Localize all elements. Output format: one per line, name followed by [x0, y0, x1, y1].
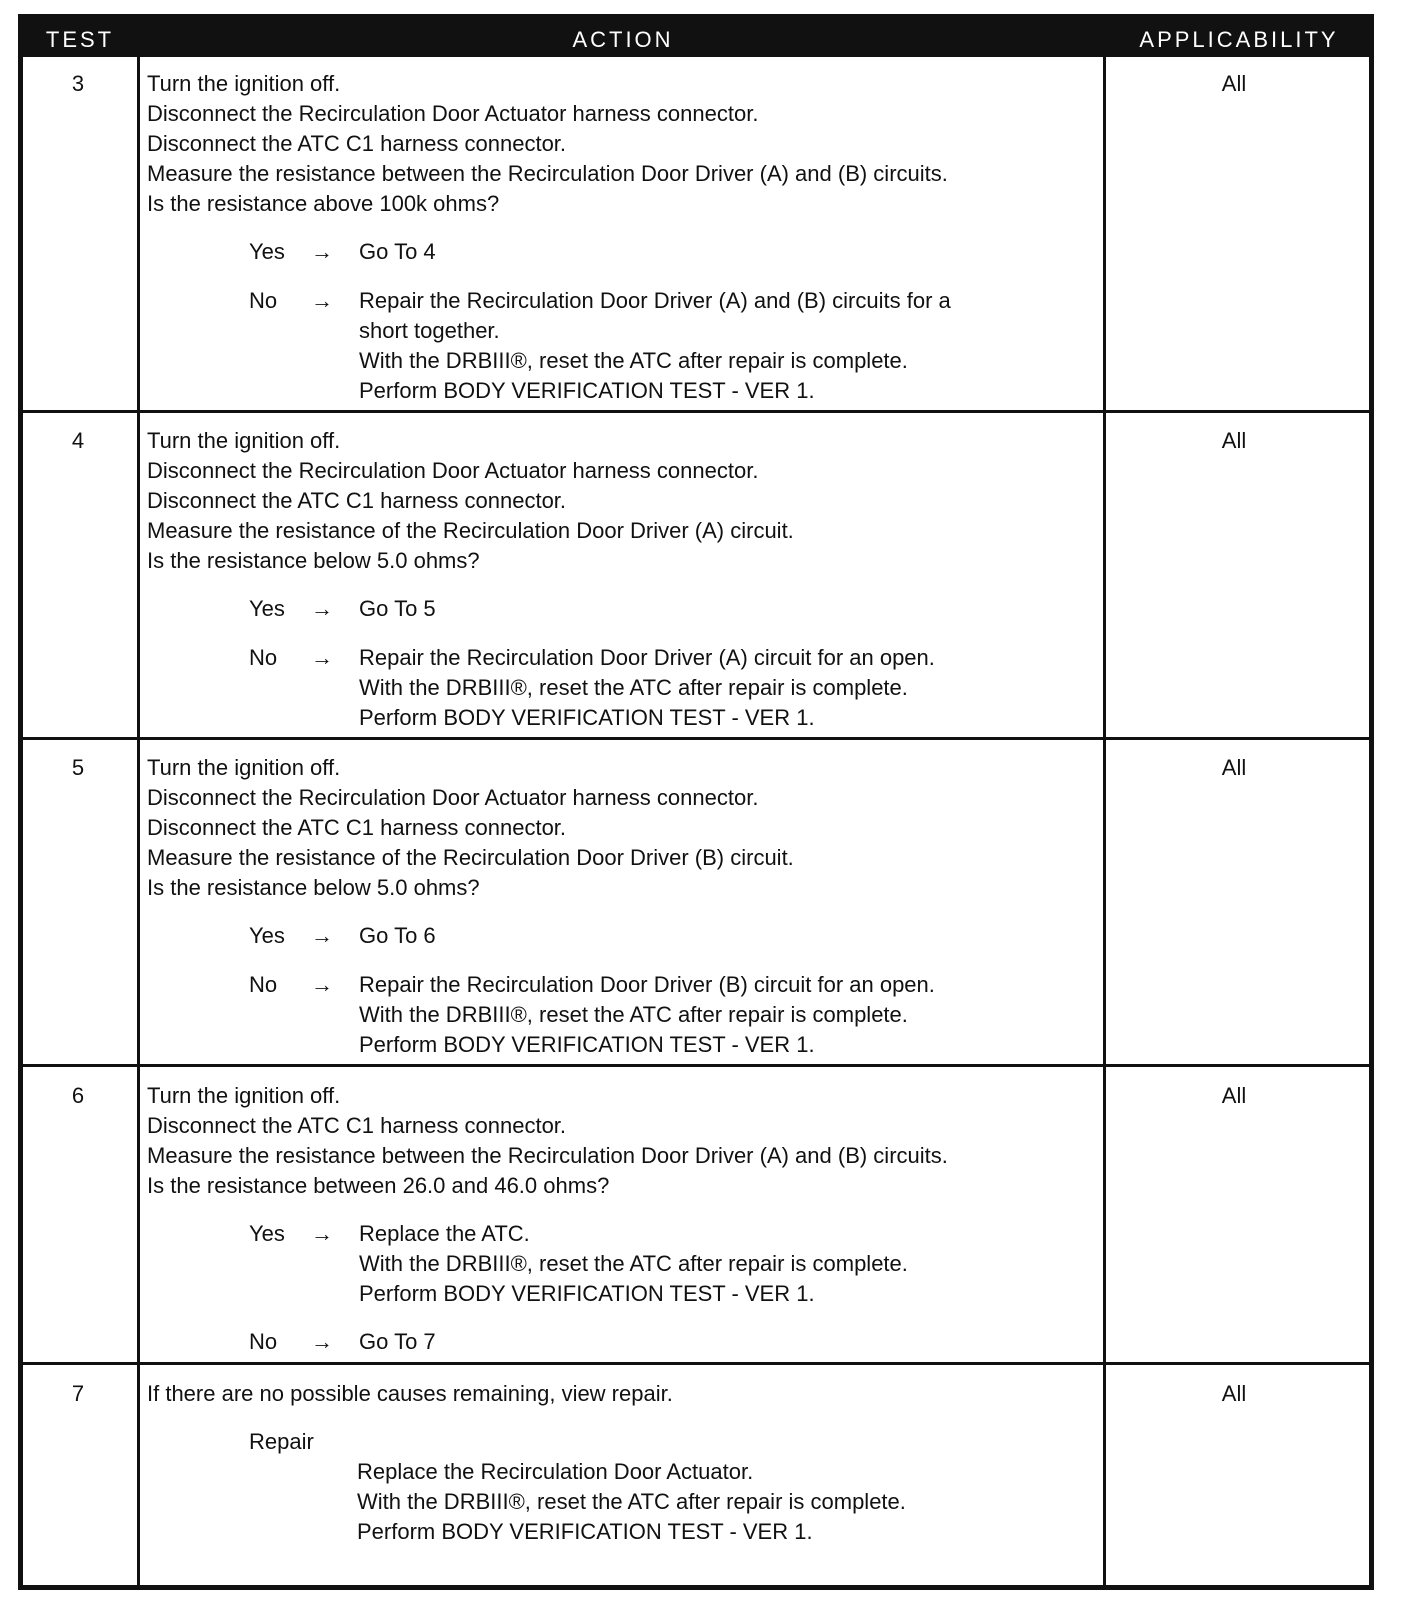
- diagnostic-test-table: [18, 14, 1374, 1590]
- yes-label: Yes: [249, 239, 285, 264]
- action-line: Turn the ignition off.: [147, 71, 341, 96]
- action-steps: [147, 426, 794, 576]
- action-steps: [147, 69, 948, 219]
- applicability-value: All: [1221, 1083, 1247, 1108]
- arrow-icon: →: [311, 1329, 333, 1354]
- no-result: Go To 7: [359, 1329, 436, 1354]
- action-line: Turn the ignition off.: [147, 428, 341, 453]
- action-line: Disconnect the ATC C1 harness connector.: [147, 815, 567, 840]
- column-divider: [137, 57, 140, 1585]
- test-number: 7: [71, 1381, 85, 1406]
- action-line: Turn the ignition off.: [147, 1083, 341, 1108]
- no-result: Repair the Recirculation Door Driver (A) and (B) circuits for a short together. With the DRBIII®, reset the ATC after repair is complete. Perform BODY VERIFICATION TEST - VER 1.: [359, 288, 951, 403]
- yes-label: Yes: [249, 923, 285, 948]
- arrow-icon: →: [311, 239, 333, 264]
- arrow-icon: →: [311, 1221, 333, 1246]
- action-line: Disconnect the ATC C1 harness connector.: [147, 488, 567, 513]
- test-number: 5: [71, 755, 85, 780]
- arrow-icon: →: [311, 923, 333, 948]
- action-line: Disconnect the ATC C1 harness connector.: [147, 131, 567, 156]
- no-result: Repair the Recirculation Door Driver (A) circuit for an open. With the DRBIII®, reset the ATC after repair is complete. Perform BODY VERIFICATION TEST - VER 1.: [359, 645, 935, 730]
- test-number: 3: [71, 71, 85, 96]
- applicability-value: All: [1221, 1381, 1247, 1406]
- action-steps: [147, 1379, 673, 1409]
- row-divider: [23, 1362, 1369, 1365]
- applicability-value: All: [1221, 755, 1247, 780]
- arrow-icon: →: [311, 972, 333, 997]
- action-line: Disconnect the Recirculation Door Actuator harness connector.: [147, 458, 759, 483]
- test-number: 6: [71, 1083, 85, 1108]
- action-line: Disconnect the Recirculation Door Actuator harness connector.: [147, 785, 759, 810]
- action-steps: [147, 1081, 948, 1201]
- applicability-value: All: [1221, 71, 1247, 96]
- no-result: Repair the Recirculation Door Driver (B) circuit for an open. With the DRBIII®, reset the ATC after repair is complete. Perform BODY VERIFICATION TEST - VER 1.: [359, 972, 935, 1057]
- test-number: 4: [71, 428, 85, 453]
- yes-result: Go To 6: [359, 923, 436, 948]
- action-line: If there are no possible causes remaining, view repair.: [147, 1381, 673, 1406]
- action-line: Is the resistance below 5.0 ohms?: [147, 875, 480, 900]
- yes-result: Replace the ATC. With the DRBIII®, reset the ATC after repair is complete. Perform BODY VERIFICATION TEST - VER 1.: [359, 1221, 908, 1306]
- row-divider: [23, 410, 1369, 413]
- action-line: Measure the resistance of the Recirculation Door Driver (B) circuit.: [147, 845, 794, 870]
- arrow-icon: →: [311, 596, 333, 621]
- action-line: Measure the resistance between the Recirculation Door Driver (A) and (B) circuits.: [147, 161, 948, 186]
- yes-label: Yes: [249, 1221, 285, 1246]
- action-line: Is the resistance above 100k ohms?: [147, 191, 500, 216]
- action-line: Turn the ignition off.: [147, 755, 341, 780]
- action-line: Measure the resistance of the Recirculation Door Driver (A) circuit.: [147, 518, 794, 543]
- header-action: ACTION: [572, 27, 674, 52]
- action-line: Measure the resistance between the Recirculation Door Driver (A) and (B) circuits.: [147, 1143, 948, 1168]
- no-label: No: [249, 1329, 278, 1354]
- action-steps: [147, 753, 794, 903]
- yes-result: Go To 4: [359, 239, 436, 264]
- action-line: Disconnect the Recirculation Door Actuator harness connector.: [147, 101, 759, 126]
- no-label: No: [249, 288, 278, 313]
- header-test: TEST: [45, 27, 115, 52]
- yes-result: Go To 5: [359, 596, 436, 621]
- repair-steps: Replace the Recirculation Door Actuator. With the DRBIII®, reset the ATC after repair is complete. Perform BODY VERIFICATION TEST - VER 1.: [357, 1459, 906, 1544]
- table-header: [23, 19, 1369, 57]
- yes-label: Yes: [249, 596, 285, 621]
- header-applicability: APPLICABILITY: [1139, 27, 1339, 52]
- row-divider: [23, 737, 1369, 740]
- row-divider: [23, 1064, 1369, 1067]
- repair-label: Repair: [249, 1429, 314, 1454]
- action-line: Is the resistance below 5.0 ohms?: [147, 548, 480, 573]
- arrow-icon: →: [311, 288, 333, 313]
- applicability-value: All: [1221, 428, 1247, 453]
- action-line: Is the resistance between 26.0 and 46.0 ohms?: [147, 1173, 610, 1198]
- arrow-icon: →: [311, 645, 333, 670]
- no-label: No: [249, 972, 278, 997]
- column-divider: [1103, 57, 1106, 1585]
- action-line: Disconnect the ATC C1 harness connector.: [147, 1113, 567, 1138]
- no-label: No: [249, 645, 278, 670]
